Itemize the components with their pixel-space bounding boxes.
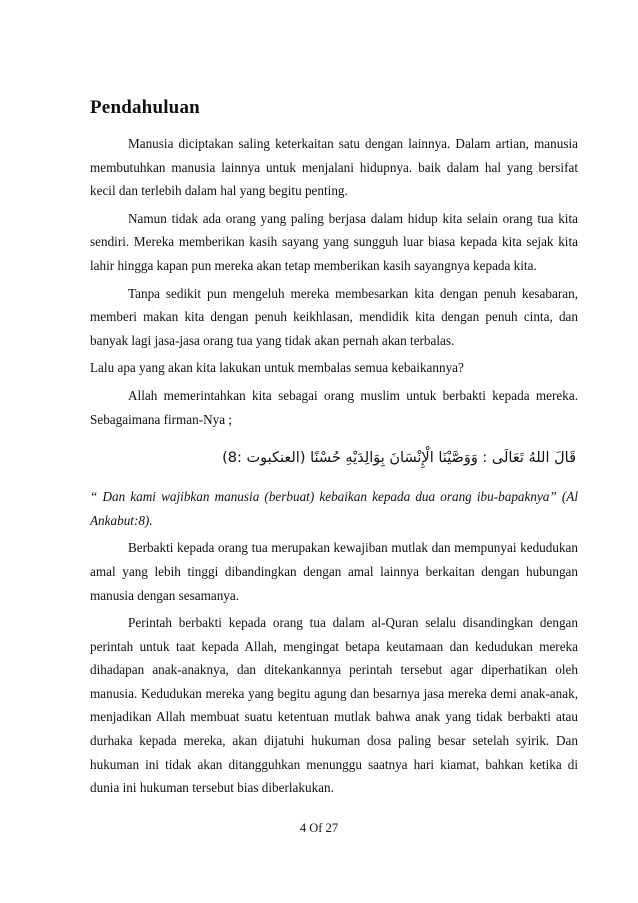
paragraph-question: Lalu apa yang akan kita lakukan untuk membalas semua kebaikannya? xyxy=(90,360,464,376)
paragraph-obligation: Berbakti kepada orang tua merupakan kewajiban mutlak dan mempunyai kedudukan amal yang lebih tinggi dibandingkan dengan amal lainnya berkaitan dengan hubungan manusia dengan sesamanya. xyxy=(90,540,578,603)
page-content xyxy=(90,96,578,804)
page-number: 4 Of 27 xyxy=(299,821,339,835)
paragraph-parents: Namun tidak ada orang yang paling berjasa dalam hidup kita selain orang tua kita sendiri. Mereka memberikan kasih sayang yang sungguh luar biasa kepada kita sejak kita lahir hingga kapan pun mereka akan tetap memberikan kasih sayangnya kepada kita. xyxy=(90,210,578,273)
verse-translation: “ Dan kami wajibkan manusia (berbuat) kebaikan kepada dua orang ibu-bapaknya” (Al Ankabut:8). xyxy=(90,489,578,528)
paragraph-sacrifice: Tanpa sedikit pun mengeluh mereka membesarkan kita dengan penuh kesabaran, memberi makan kita dengan penuh keikhlasan, mendidik kita dengan penuh cinta, dan banyak lagi jasa-jasa orang tua yang tidak akan pernah akan terbalas. xyxy=(90,285,578,348)
arabic-verse: قَالَ اللهُ تَعَالَى : وَوَصَّيْنَا الْإِنْسَانَ بِوَالِدَيْهِ حُسْنًا (العنكبوت :8) xyxy=(222,450,576,467)
paragraph-quran-command: Perintah berbakti kepada orang tua dalam al-Quran selalu disandingkan dengan perintah untuk taat kepada Allah, mengingat betapa keutamaan dan kedudukan mereka dihadapan anak-anaknya, dan ditekankannya perintah tersebut agar diperhatikan oleh manusia. Kedudukan mereka yang begitu agung dan besarnya jasa mereka demi anak-anak, menjadikan Allah membuat suatu ketentuan mutlak bahwa anak yang tidak berbakti atau durhaka kepada mereka, akan dijatuhi hukuman dosa paling besar setelah syirik. Dan hukuman ini tidak akan ditangguhkan menunggu saatnya hari kiamat, bahkan ketika di dunia ini hukuman tersebut bias diberlakukan. xyxy=(90,615,578,796)
paragraph-command: Allah memerintahkan kita sebagai orang muslim untuk berbakti kepada mereka. Sebagaimana firman-Nya ; xyxy=(90,387,578,427)
section-heading: Pendahuluan xyxy=(90,97,200,118)
paragraph-intro: Manusia diciptakan saling keterkaitan satu dengan lainnya. Dalam artian, manusia membutuhkan manusia lainnya untuk menjalani hidupnya. baik dalam hal yang bersifat kecil dan terlebih dalam hal yang begitu penting. xyxy=(90,136,578,199)
